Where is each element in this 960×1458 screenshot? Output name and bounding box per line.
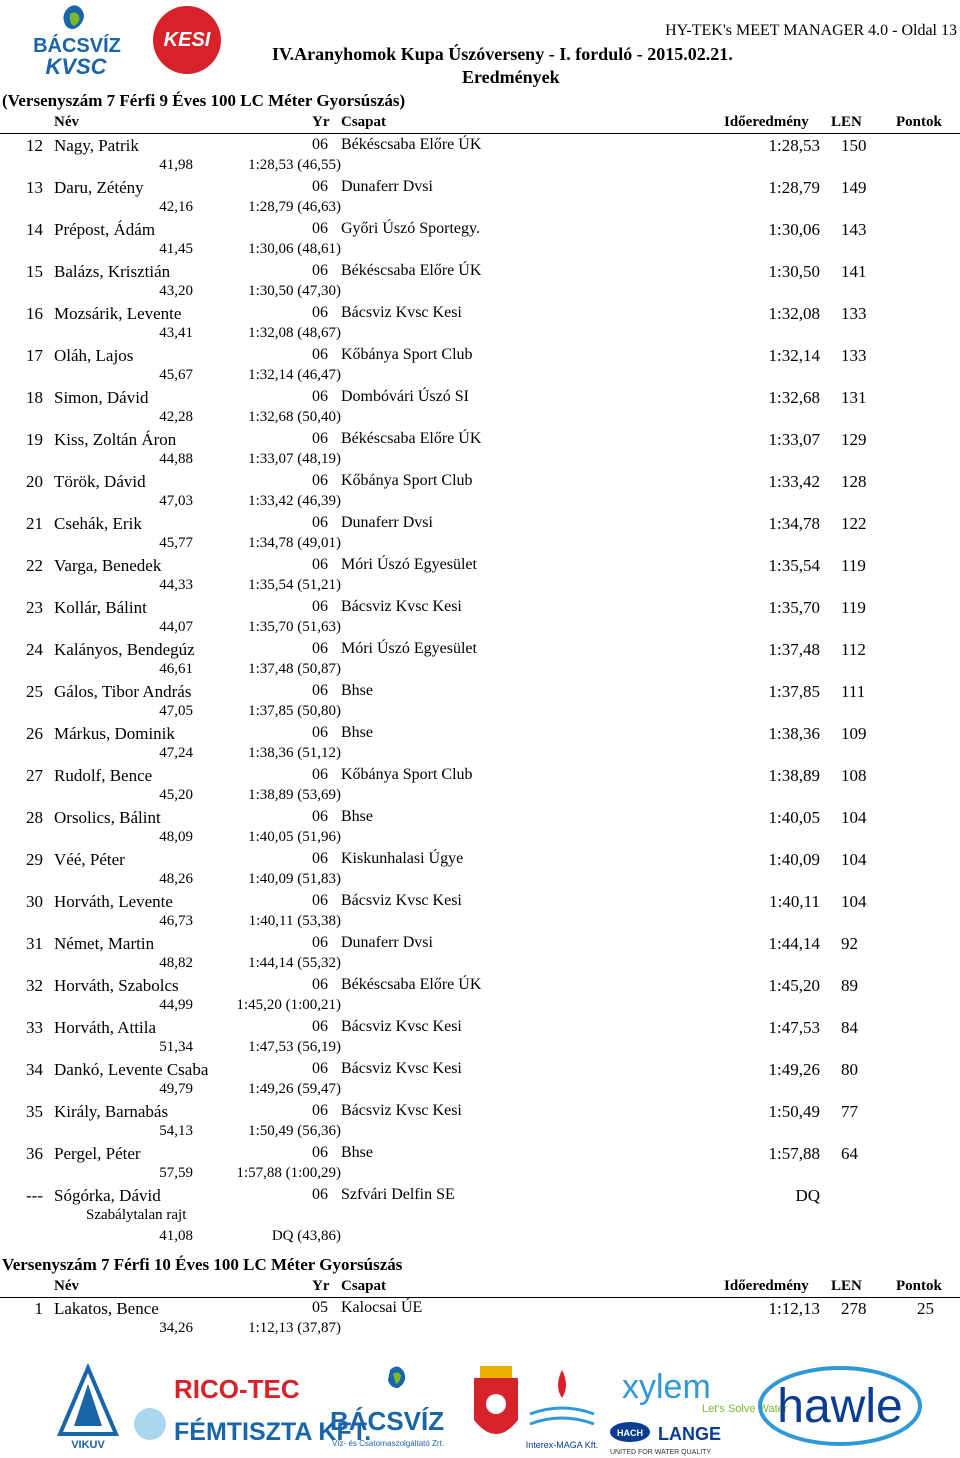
table-row xyxy=(0,469,960,511)
len-points: 119 xyxy=(841,598,866,617)
split-50: 54,13 xyxy=(159,1123,193,1139)
table-row xyxy=(0,343,960,385)
birth-year: 06 xyxy=(312,220,328,237)
club: Győri Úszó Sportegy. xyxy=(341,220,480,237)
swimmer-name: Horváth, Levente xyxy=(54,892,173,911)
birth-year: 06 xyxy=(312,346,328,363)
svg-text:FÉMTISZTA KFT.: FÉMTISZTA KFT. xyxy=(174,1418,372,1446)
points: 25 xyxy=(917,1299,934,1318)
swimmer-name: Balázs, Krisztián xyxy=(54,262,171,281)
final-time: 1:35,70 xyxy=(768,598,820,617)
split-50: 45,67 xyxy=(159,367,193,383)
birth-year: 06 xyxy=(312,640,328,657)
swimmer-name: Orsolics, Bálint xyxy=(54,808,161,827)
place: 31 xyxy=(26,934,43,953)
place: 1 xyxy=(34,1299,43,1318)
club: Bácsviz Kvsc Kesi xyxy=(341,598,462,615)
swimmer-name: Oláh, Lajos xyxy=(54,346,134,365)
len-points: 92 xyxy=(841,934,858,953)
swimmer-name: Rudolf, Bence xyxy=(54,766,153,785)
split-50: 49,79 xyxy=(159,1081,193,1097)
club: Bácsviz Kvsc Kesi xyxy=(341,1060,462,1077)
svg-text:Let's Solve Water: Let's Solve Water xyxy=(702,1403,788,1415)
split-50: 41,45 xyxy=(159,241,193,257)
final-time: 1:32,68 xyxy=(768,388,820,407)
table-row xyxy=(0,679,960,721)
birth-year: 06 xyxy=(312,724,328,741)
club: Kőbánya Sport Club xyxy=(341,472,473,489)
place: 22 xyxy=(26,556,43,575)
col-name: Név xyxy=(54,114,79,130)
col-points: Pontok xyxy=(896,1278,942,1294)
event-title: (Versenyszám 7 Férfi 9 Éves 100 LC Méter Gyorsúszás) xyxy=(2,91,406,110)
len-points: 278 xyxy=(841,1299,867,1318)
place: 13 xyxy=(26,178,43,197)
split-cumulative: 1:30,06 (48,61) xyxy=(248,241,341,257)
birth-year: 06 xyxy=(312,136,328,153)
swimmer-name: Dankó, Levente Csaba xyxy=(54,1060,209,1079)
birth-year: 06 xyxy=(312,304,328,321)
birth-year: 06 xyxy=(312,514,328,531)
split-cumulative: 1:32,68 (50,40) xyxy=(248,409,341,425)
swimmer-name: Csehák, Erik xyxy=(54,514,142,533)
club: Szfvári Delfin SE xyxy=(341,1186,455,1203)
birth-year: 05 xyxy=(312,1299,328,1316)
swimmer-name: Pergel, Péter xyxy=(54,1144,141,1163)
split-50: 45,77 xyxy=(159,535,193,551)
place: 34 xyxy=(26,1060,43,1079)
swimmer-name: Prépost, Ádám xyxy=(54,220,156,239)
swimmer-name: Nagy, Patrik xyxy=(54,136,139,155)
club: Bhse xyxy=(341,724,373,741)
split-50: 41,08 xyxy=(159,1228,193,1244)
club: Kőbánya Sport Club xyxy=(341,346,473,363)
split-cumulative: 1:32,08 (48,67) xyxy=(248,325,341,341)
club: Dombóvári Úszó SI xyxy=(341,388,469,405)
table-row xyxy=(0,511,960,553)
split-cumulative: 1:37,48 (50,87) xyxy=(248,661,341,677)
place: 30 xyxy=(26,892,43,911)
len-points: 108 xyxy=(841,766,867,785)
swimmer-name: Kiss, Zoltán Áron xyxy=(54,430,177,449)
split-cumulative: 1:37,85 (50,80) xyxy=(248,703,341,719)
place: 32 xyxy=(26,976,43,995)
final-time: 1:12,13 xyxy=(768,1299,820,1318)
club: Bácsviz Kvsc Kesi xyxy=(341,304,462,321)
table-row xyxy=(0,637,960,679)
event-title-2: Versenyszám 7 Férfi 10 Éves 100 LC Méter Gyorsúszás xyxy=(2,1255,403,1274)
split-cumulative: 1:30,50 (47,30) xyxy=(248,283,341,299)
club: Békéscsaba Előre ÚK xyxy=(341,136,482,153)
place: 15 xyxy=(26,262,43,281)
table-row xyxy=(0,1296,960,1338)
place: 24 xyxy=(26,640,43,659)
split-50: 43,41 xyxy=(159,325,193,341)
place: 21 xyxy=(26,514,43,533)
swimmer-name: Horváth, Szabolcs xyxy=(54,976,179,995)
split-50: 45,20 xyxy=(159,787,193,803)
place: 19 xyxy=(26,430,43,449)
place: 18 xyxy=(26,388,43,407)
column-header xyxy=(0,112,960,134)
software-page-info: HY-TEK's MEET MANAGER 4.0 - Oldal 13 xyxy=(665,22,957,39)
split-50: 57,59 xyxy=(159,1165,193,1181)
club: Kalocsai ÚE xyxy=(341,1299,423,1316)
split-cumulative: 1:38,89 (53,69) xyxy=(248,787,341,803)
final-time: 1:57,88 xyxy=(768,1144,820,1163)
svg-text:HACH: HACH xyxy=(617,1428,643,1438)
swimmer-name: Lakatos, Bence xyxy=(54,1299,159,1318)
swimmer-name: Török, Dávid xyxy=(54,472,146,491)
birth-year: 06 xyxy=(312,388,328,405)
split-50: 51,34 xyxy=(159,1039,193,1055)
len-points: 129 xyxy=(841,430,867,449)
swimmer-name: Sógórka, Dávid xyxy=(54,1186,161,1205)
final-time: 1:32,14 xyxy=(768,346,820,365)
len-points: 77 xyxy=(841,1102,858,1121)
club: Bácsviz Kvsc Kesi xyxy=(341,1102,462,1119)
split-50: 47,05 xyxy=(159,703,193,719)
place: 36 xyxy=(26,1144,43,1163)
birth-year: 06 xyxy=(312,262,328,279)
len-points: 80 xyxy=(841,1060,858,1079)
split-50: 42,28 xyxy=(159,409,193,425)
table-row-dq xyxy=(0,1183,960,1247)
split-cumulative: 1:35,70 (51,63) xyxy=(248,619,341,635)
svg-text:KESI: KESI xyxy=(163,29,211,51)
swimmer-name: Király, Barnabás xyxy=(54,1102,169,1121)
birth-year: 06 xyxy=(312,178,328,195)
table-row xyxy=(0,805,960,847)
split-50: 44,33 xyxy=(159,577,193,593)
svg-text:KVSC: KVSC xyxy=(45,54,107,76)
swimmer-name: Mozsárik, Levente xyxy=(54,304,182,323)
split-cumulative: 1:57,88 (1:00,29) xyxy=(236,1165,341,1181)
swimmer-name: Kalányos, Bendegúz xyxy=(54,640,195,659)
place: 29 xyxy=(26,850,43,869)
col-time: Időeredmény xyxy=(724,1278,809,1294)
split-cumulative: 1:38,36 (51,12) xyxy=(248,745,341,761)
column-header-2 xyxy=(0,1276,960,1298)
club: Békéscsaba Előre ÚK xyxy=(341,976,482,993)
birth-year: 06 xyxy=(312,976,328,993)
final-time: 1:37,85 xyxy=(768,682,820,701)
table-row xyxy=(0,217,960,259)
final-time: 1:28,53 xyxy=(768,136,820,155)
final-time: 1:40,09 xyxy=(768,850,820,869)
table-row xyxy=(0,427,960,469)
club: Dunaferr Dvsi xyxy=(341,178,433,195)
table-row xyxy=(0,1015,960,1057)
split-cumulative: 1:28,53 (46,55) xyxy=(248,157,341,173)
coat-of-arms-icon xyxy=(474,1366,518,1434)
split-50: 44,99 xyxy=(159,997,193,1013)
place: 35 xyxy=(26,1102,43,1121)
table-row xyxy=(0,889,960,931)
vikuv-logo xyxy=(60,1368,116,1451)
table-row xyxy=(0,595,960,637)
place: 16 xyxy=(26,304,43,323)
swimmer-name: Daru, Zétény xyxy=(54,178,144,197)
split-cumulative: 1:33,07 (48,19) xyxy=(248,451,341,467)
final-time: 1:35,54 xyxy=(768,556,820,575)
final-time: 1:45,20 xyxy=(768,976,820,995)
svg-text:BÁCSVÍZ: BÁCSVÍZ xyxy=(330,1406,445,1436)
table-row xyxy=(0,973,960,1015)
table-row xyxy=(0,385,960,427)
place: --- xyxy=(26,1186,43,1205)
birth-year: 06 xyxy=(312,1144,328,1161)
split-50: 44,88 xyxy=(159,451,193,467)
svg-text:VIKUV: VIKUV xyxy=(71,1439,105,1451)
birth-year: 06 xyxy=(312,430,328,447)
svg-text:UNITED FOR WATER QUALITY: UNITED FOR WATER QUALITY xyxy=(610,1449,712,1456)
table-row xyxy=(0,1057,960,1099)
final-time: 1:38,89 xyxy=(768,766,820,785)
split-cumulative: 1:45,20 (1:00,21) xyxy=(236,997,341,1013)
len-points: 131 xyxy=(841,388,867,407)
table-row xyxy=(0,1141,960,1183)
len-points: 141 xyxy=(841,262,867,281)
birth-year: 06 xyxy=(312,934,328,951)
place: 25 xyxy=(26,682,43,701)
split-cumulative: 1:47,53 (56,19) xyxy=(248,1039,341,1055)
len-points: 104 xyxy=(841,892,867,911)
final-time: 1:40,11 xyxy=(769,892,820,911)
len-points: 89 xyxy=(841,976,858,995)
split-cumulative: 1:40,11 (53,38) xyxy=(248,913,341,929)
col-yr: Yr xyxy=(312,1278,330,1294)
svg-text:hawle: hawle xyxy=(777,1380,903,1433)
split-cumulative: 1:32,14 (46,47) xyxy=(248,367,341,383)
swimmer-name: Simon, Dávid xyxy=(54,388,149,407)
birth-year: 06 xyxy=(312,556,328,573)
split-50: 47,03 xyxy=(159,493,193,509)
len-points: 133 xyxy=(841,346,867,365)
club: Móri Úszó Egyesület xyxy=(341,640,477,657)
col-name: Név xyxy=(54,1278,79,1294)
split-50: 46,73 xyxy=(159,913,193,929)
swimmer-name: Kollár, Bálint xyxy=(54,598,147,617)
split-50: 48,09 xyxy=(159,829,193,845)
len-points: 149 xyxy=(841,178,867,197)
place: 27 xyxy=(26,766,43,785)
results-subtitle: Eredmények xyxy=(462,67,560,87)
split-cumulative: 1:40,09 (51,83) xyxy=(248,871,341,887)
club: Bácsviz Kvsc Kesi xyxy=(341,1018,462,1035)
svg-text:Interex-MAGA Kft.: Interex-MAGA Kft. xyxy=(525,1440,599,1450)
svg-text:BÁCSVÍZ: BÁCSVÍZ xyxy=(33,35,121,57)
col-time: Időeredmény xyxy=(724,114,809,130)
len-points: 122 xyxy=(841,514,867,533)
len-points: 84 xyxy=(841,1018,858,1037)
svg-text:RICO-TEC: RICO-TEC xyxy=(174,1374,300,1404)
final-time: 1:50,49 xyxy=(768,1102,820,1121)
col-yr: Yr xyxy=(312,114,330,130)
split-50: 47,24 xyxy=(159,745,193,761)
final-time: 1:37,48 xyxy=(768,640,820,659)
club: Dunaferr Dvsi xyxy=(341,934,433,951)
club: Bácsviz Kvsc Kesi xyxy=(341,892,462,909)
table-row xyxy=(0,931,960,973)
table-row xyxy=(0,1099,960,1141)
len-points: 133 xyxy=(841,304,867,323)
split-50: 46,61 xyxy=(159,661,193,677)
swimmer-name: Véé, Péter xyxy=(54,850,125,869)
birth-year: 06 xyxy=(312,892,328,909)
final-time: DQ xyxy=(795,1186,820,1205)
final-time: 1:38,36 xyxy=(768,724,820,743)
table-row xyxy=(0,301,960,343)
place: 28 xyxy=(26,808,43,827)
split-50: 43,20 xyxy=(159,283,193,299)
table-row xyxy=(0,721,960,763)
birth-year: 06 xyxy=(312,1060,328,1077)
final-time: 1:28,79 xyxy=(768,178,820,197)
dq-reason: Szabálytalan rajt xyxy=(86,1207,187,1223)
col-club: Csapat xyxy=(341,1278,387,1294)
split-50: 41,98 xyxy=(159,157,193,173)
birth-year: 06 xyxy=(312,472,328,489)
club: Békéscsaba Előre ÚK xyxy=(341,262,482,279)
len-points: 128 xyxy=(841,472,867,491)
table-row xyxy=(0,133,960,175)
bacsviz-kvsc-logo xyxy=(24,4,130,76)
split-cumulative: 1:44,14 (55,32) xyxy=(248,955,341,971)
kesi-logo xyxy=(150,4,224,76)
club: Kőbánya Sport Club xyxy=(341,766,473,783)
place: 26 xyxy=(26,724,43,743)
club: Kiskunhalasi Úgye xyxy=(341,850,464,867)
col-len: LEN xyxy=(831,114,862,130)
split-cumulative: 1:28,79 (46,63) xyxy=(248,199,341,215)
split-cumulative: DQ (43,86) xyxy=(271,1228,341,1244)
final-time: 1:32,08 xyxy=(768,304,820,323)
len-points: 119 xyxy=(841,556,866,575)
swimmer-name: Gálos, Tibor András xyxy=(54,682,192,701)
len-points: 64 xyxy=(841,1144,858,1163)
hawle-logo xyxy=(760,1368,920,1444)
len-points: 104 xyxy=(841,850,867,869)
table-row xyxy=(0,175,960,217)
final-time: 1:47,53 xyxy=(768,1018,820,1037)
swimmer-name: Horváth, Attila xyxy=(54,1018,156,1037)
final-time: 1:33,07 xyxy=(768,430,820,449)
club: Dunaferr Dvsi xyxy=(341,514,433,531)
club: Bhse xyxy=(341,808,373,825)
split-cumulative: 1:33,42 (46,39) xyxy=(248,493,341,509)
split-cumulative: 1:49,26 (59,47) xyxy=(248,1081,341,1097)
split-cumulative: 1:34,78 (49,01) xyxy=(248,535,341,551)
split-50: 48,82 xyxy=(159,955,193,971)
svg-text:Víz- és Csatornaszolgáltató Zr: Víz- és Csatornaszolgáltató Zrt. xyxy=(332,1439,445,1448)
place: 20 xyxy=(26,472,43,491)
table-row xyxy=(0,259,960,301)
len-points: 104 xyxy=(841,808,867,827)
club: Bhse xyxy=(341,682,373,699)
final-time: 1:40,05 xyxy=(768,808,820,827)
club: Móri Úszó Egyesület xyxy=(341,556,477,573)
birth-year: 06 xyxy=(312,1018,328,1035)
birth-year: 06 xyxy=(312,598,328,615)
place: 12 xyxy=(26,136,43,155)
svg-text:LANGE: LANGE xyxy=(658,1424,721,1444)
place: 17 xyxy=(26,346,43,365)
place: 14 xyxy=(26,220,43,239)
birth-year: 06 xyxy=(312,1186,328,1203)
split-cumulative: 1:40,05 (51,96) xyxy=(248,829,341,845)
place: 33 xyxy=(26,1018,43,1037)
len-points: 109 xyxy=(841,724,867,743)
birth-year: 06 xyxy=(312,1102,328,1119)
split-50: 44,07 xyxy=(159,619,193,635)
birth-year: 06 xyxy=(312,850,328,867)
table-row xyxy=(0,847,960,889)
swimmer-name: Varga, Benedek xyxy=(54,556,162,575)
birth-year: 06 xyxy=(312,766,328,783)
table-row xyxy=(0,553,960,595)
meet-title: IV.Aranyhomok Kupa Úszóverseny - I. forduló - 2015.02.21. xyxy=(272,44,733,64)
len-points: 112 xyxy=(841,640,866,659)
club: Bhse xyxy=(341,1144,373,1161)
len-points: 143 xyxy=(841,220,867,239)
split-cumulative: 1:12,13 (37,87) xyxy=(248,1320,341,1336)
split-cumulative: 1:50,49 (56,36) xyxy=(248,1123,341,1139)
len-points: 150 xyxy=(841,136,867,155)
col-points: Pontok xyxy=(896,114,942,130)
swimmer-name: Német, Martin xyxy=(54,934,155,953)
final-time: 1:33,42 xyxy=(768,472,820,491)
club: Békéscsaba Előre ÚK xyxy=(341,430,482,447)
len-points: 111 xyxy=(841,682,866,701)
birth-year: 06 xyxy=(312,808,328,825)
final-time: 1:44,14 xyxy=(768,934,820,953)
sponsor-logos xyxy=(50,1358,930,1458)
split-50: 34,26 xyxy=(159,1320,193,1336)
birth-year: 06 xyxy=(312,682,328,699)
interex-logo xyxy=(526,1370,599,1450)
final-time: 1:30,06 xyxy=(768,220,820,239)
split-50: 48,26 xyxy=(159,871,193,887)
final-time: 1:49,26 xyxy=(768,1060,820,1079)
table-row xyxy=(0,763,960,805)
swimmer-name: Márkus, Dominik xyxy=(54,724,175,743)
split-50: 42,16 xyxy=(159,199,193,215)
col-len: LEN xyxy=(831,1278,862,1294)
col-club: Csapat xyxy=(341,114,387,130)
final-time: 1:34,78 xyxy=(768,514,820,533)
final-time: 1:30,50 xyxy=(768,262,820,281)
svg-text:xylem: xylem xyxy=(622,1368,711,1406)
place: 23 xyxy=(26,598,43,617)
bacsviz-footer-logo xyxy=(330,1366,444,1448)
split-cumulative: 1:35,54 (51,21) xyxy=(248,577,341,593)
